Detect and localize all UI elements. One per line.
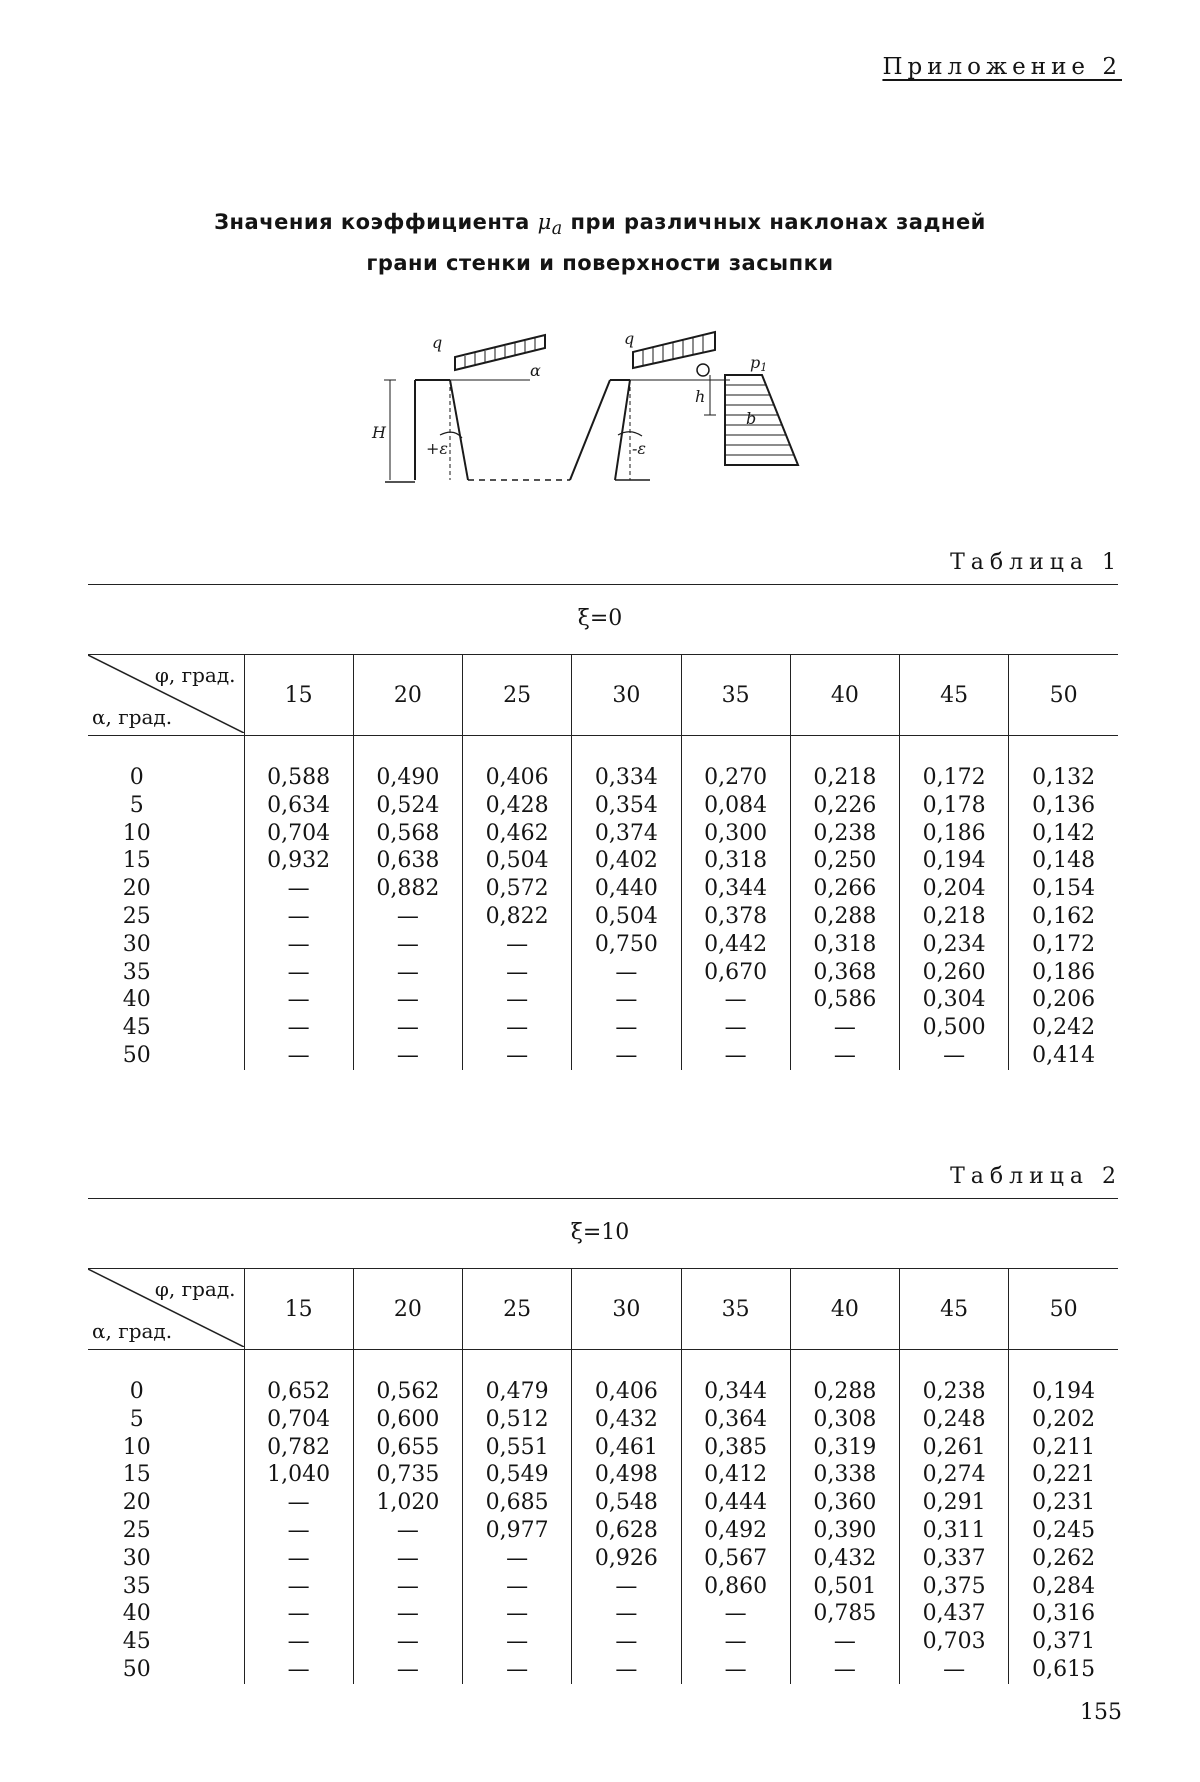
table-cell: 0,524 <box>376 792 440 818</box>
table-cell: 0,204 <box>922 876 986 902</box>
column-header: 25 <box>463 1269 572 1350</box>
table-cell: 0,360 <box>813 1490 877 1516</box>
alpha-column <box>88 1350 244 1684</box>
table-cell: 0,084 <box>704 792 768 818</box>
table1-xi-label: ξ=0 <box>577 606 623 631</box>
table-cell: — <box>396 903 419 929</box>
table-cell: 0,132 <box>1032 765 1096 790</box>
value-column <box>681 736 790 1070</box>
table-cell: — <box>396 1601 419 1627</box>
table-cell: — <box>506 1601 529 1627</box>
retaining-wall-diagram <box>370 330 840 500</box>
table-cell: — <box>396 1629 419 1655</box>
appendix-label: Приложение 2 <box>882 54 1122 80</box>
column-header: 15 <box>244 1269 353 1350</box>
table-cell: 0,368 <box>813 959 877 985</box>
table-cell: 0,588 <box>267 765 331 790</box>
table-cell: 0,572 <box>485 876 549 902</box>
phi-header: φ, град. <box>154 1277 236 1301</box>
table-cell: 0,206 <box>1032 987 1096 1013</box>
value-column <box>1009 1350 1118 1684</box>
table-cell: — <box>615 1656 638 1682</box>
table-cell: — <box>287 931 310 957</box>
table-body-row <box>88 1350 1118 1684</box>
table-cell: — <box>615 1629 638 1655</box>
table-cell: 0,615 <box>1032 1656 1096 1682</box>
table-cell: 0,735 <box>376 1462 440 1488</box>
table-cell: 0,461 <box>594 1434 658 1460</box>
table-cell: 0,492 <box>704 1517 768 1543</box>
table-cell: — <box>506 1015 529 1041</box>
column-header: 25 <box>463 655 572 736</box>
alpha-value: 30 <box>122 1545 151 1571</box>
label-p1: p1 <box>750 353 768 374</box>
table-cell: 0,337 <box>922 1545 986 1571</box>
alpha-column <box>88 736 244 1070</box>
table-cell: 0,549 <box>485 1462 549 1488</box>
table-cell: 0,628 <box>594 1517 658 1543</box>
table-cell: 0,319 <box>813 1434 877 1460</box>
mu-symbol: $\mu_a$ <box>537 210 563 240</box>
table-cell: 0,512 <box>485 1406 549 1432</box>
table-cell: — <box>943 1042 966 1068</box>
page-title <box>0 205 1200 280</box>
table-cell: 0,652 <box>267 1379 331 1404</box>
table-cell: — <box>833 1015 856 1041</box>
table-cell: 0,932 <box>267 848 331 874</box>
title-line-1 <box>0 205 1200 246</box>
value-column <box>572 1350 681 1684</box>
alpha-value: 40 <box>122 987 151 1013</box>
table-cell: — <box>396 1573 419 1599</box>
table-cell: 0,634 <box>267 792 331 818</box>
title-line-2: грани стенки и поверхности засыпки <box>366 251 834 276</box>
table-cell: 0,406 <box>485 765 549 790</box>
table-cell: — <box>506 1042 529 1068</box>
table-cell: — <box>615 959 638 985</box>
table-cell: — <box>724 987 747 1013</box>
table-cell: — <box>287 1601 310 1627</box>
table-cell: 0,462 <box>485 820 549 846</box>
column-header: 30 <box>572 1269 681 1350</box>
table-cell: — <box>287 1015 310 1041</box>
table-cell: — <box>724 1629 747 1655</box>
table-cell: — <box>615 1573 638 1599</box>
pressure-diagram <box>725 375 798 465</box>
table-cell: 0,136 <box>1032 792 1096 818</box>
table-cell: — <box>396 1517 419 1543</box>
table-cell: — <box>287 1656 310 1682</box>
table-cell: 0,432 <box>594 1406 658 1432</box>
value-column <box>900 736 1009 1070</box>
table-cell: — <box>833 1629 856 1655</box>
column-header: 40 <box>790 655 899 736</box>
column-header: 50 <box>1009 655 1118 736</box>
table-cell: — <box>724 1042 747 1068</box>
table-cell: 0,501 <box>813 1573 877 1599</box>
table-cell: 0,670 <box>704 959 768 985</box>
value-column <box>900 1350 1009 1684</box>
label-h: h <box>695 387 706 406</box>
table-cell: 0,334 <box>594 765 658 790</box>
label-q-2: q <box>624 330 635 348</box>
table-cell: 0,318 <box>813 931 877 957</box>
table-cell: 0,186 <box>922 820 986 846</box>
table-cell: 0,562 <box>376 1379 440 1404</box>
table-cell: 0,414 <box>1032 1042 1096 1068</box>
table-cell: — <box>396 1545 419 1571</box>
table-cell: 0,822 <box>485 903 549 929</box>
alpha-value: 50 <box>122 1042 151 1068</box>
value-column <box>681 1350 790 1684</box>
table-cell: 1,040 <box>267 1462 331 1488</box>
table-cell: 0,234 <box>922 931 986 957</box>
table-cell: — <box>506 1545 529 1571</box>
table-cell: 0,586 <box>813 987 877 1013</box>
table-cell: 0,882 <box>376 876 440 902</box>
title-text-a: Значения коэффициента <box>214 210 538 234</box>
table-cell: 0,440 <box>594 876 658 902</box>
header-corner-cell <box>88 1269 244 1350</box>
table-cell: 0,311 <box>922 1517 986 1543</box>
alpha-value: 30 <box>122 931 151 957</box>
table-cell: — <box>506 959 529 985</box>
table-cell: — <box>287 1517 310 1543</box>
table-cell: 0,202 <box>1032 1406 1096 1432</box>
alpha-value: 15 <box>122 1462 151 1488</box>
label-H: H <box>372 423 386 442</box>
table-cell: — <box>396 1042 419 1068</box>
table-cell: — <box>287 903 310 929</box>
table-cell: — <box>506 987 529 1013</box>
value-column <box>1009 736 1118 1070</box>
table-cell: 0,316 <box>1032 1601 1096 1627</box>
label-plus-eps: +ε <box>426 439 448 458</box>
table-cell: 0,704 <box>267 1406 331 1432</box>
table-cell: 0,172 <box>1032 931 1096 957</box>
table-cell: — <box>396 987 419 1013</box>
table-cell: 0,548 <box>594 1490 658 1516</box>
column-header: 45 <box>900 655 1009 736</box>
alpha-value: 50 <box>122 1656 151 1682</box>
table-cell: — <box>287 1573 310 1599</box>
table-cell: 0,142 <box>1032 820 1096 846</box>
table-cell: 0,154 <box>1032 876 1096 902</box>
value-column <box>572 736 681 1070</box>
table-cell: 0,245 <box>1032 1517 1096 1543</box>
alpha-header: α, град. <box>92 705 173 729</box>
table-cell: — <box>615 987 638 1013</box>
table-cell: 0,250 <box>813 848 877 874</box>
table-cell: — <box>396 959 419 985</box>
label-alpha: α <box>530 361 541 380</box>
alpha-value: 20 <box>122 1490 151 1516</box>
table-1 <box>88 654 1118 1070</box>
column-header: 20 <box>353 655 462 736</box>
alpha-value: 45 <box>122 1015 151 1041</box>
table-cell: 0,406 <box>594 1379 658 1404</box>
alpha-value: 0 <box>129 1379 144 1404</box>
value-column <box>790 1350 899 1684</box>
table-cell: — <box>833 1042 856 1068</box>
table-cell: 0,226 <box>813 792 877 818</box>
alpha-header: α, град. <box>92 1319 173 1343</box>
table-cell: 0,782 <box>267 1434 331 1460</box>
alpha-value: 15 <box>122 848 151 874</box>
table-cell: 0,437 <box>922 1601 986 1627</box>
label-minus-eps: -ε <box>632 439 646 458</box>
table-cell: — <box>287 959 310 985</box>
alpha-value: 25 <box>122 903 151 929</box>
value-column <box>244 1350 353 1684</box>
table-cell: — <box>506 1573 529 1599</box>
table-cell: 0,178 <box>922 792 986 818</box>
table-cell: 0,266 <box>813 876 877 902</box>
table-cell: — <box>615 1042 638 1068</box>
table-cell: 0,364 <box>704 1406 768 1432</box>
table-cell: — <box>724 1015 747 1041</box>
table-cell: 0,284 <box>1032 1573 1096 1599</box>
table-cell: 0,375 <box>922 1573 986 1599</box>
table-cell: 0,318 <box>704 848 768 874</box>
table-cell: — <box>287 1042 310 1068</box>
alpha-value: 40 <box>122 1601 151 1627</box>
table-cell: 0,304 <box>922 987 986 1013</box>
alpha-value: 35 <box>122 1573 151 1599</box>
table-cell: 0,374 <box>594 820 658 846</box>
table-body-row <box>88 736 1118 1070</box>
table-cell: 0,432 <box>813 1545 877 1571</box>
header-corner-cell <box>88 655 244 736</box>
table-header-row <box>88 1269 1118 1350</box>
table-cell: 0,568 <box>376 820 440 846</box>
table-cell: — <box>396 1015 419 1041</box>
table-cell: 0,344 <box>704 1379 768 1404</box>
table-cell: 0,242 <box>1032 1015 1096 1041</box>
table-cell: — <box>506 1629 529 1655</box>
table-cell: 0,218 <box>813 765 877 790</box>
column-header: 30 <box>572 655 681 736</box>
table-cell: 0,685 <box>485 1490 549 1516</box>
table2-top-rule <box>88 1198 1118 1199</box>
table1-caption: Таблица 1 <box>950 550 1122 575</box>
table-cell: — <box>943 1656 966 1682</box>
table-cell: — <box>287 1490 310 1516</box>
alpha-value: 20 <box>122 876 151 902</box>
value-column <box>353 736 462 1070</box>
table-cell: 0,231 <box>1032 1490 1096 1516</box>
table-cell: 0,704 <box>267 820 331 846</box>
table-cell: 0,344 <box>704 876 768 902</box>
table-cell: 0,308 <box>813 1406 877 1432</box>
table-cell: 0,371 <box>1032 1629 1096 1655</box>
alpha-value: 0 <box>129 765 144 790</box>
value-column <box>463 736 572 1070</box>
table-cell: 0,504 <box>594 903 658 929</box>
table-cell: 0,504 <box>485 848 549 874</box>
table-cell: 0,148 <box>1032 848 1096 874</box>
table-cell: 0,860 <box>704 1573 768 1599</box>
phi-header: φ, град. <box>154 663 236 687</box>
table-cell: 0,194 <box>922 848 986 874</box>
table-cell: — <box>396 931 419 957</box>
table-cell: 0,238 <box>922 1379 986 1404</box>
table-cell: 0,442 <box>704 931 768 957</box>
table-cell: — <box>506 1656 529 1682</box>
table-cell: — <box>287 876 310 902</box>
table-cell: 0,354 <box>594 792 658 818</box>
column-header: 35 <box>681 1269 790 1350</box>
column-header: 40 <box>790 1269 899 1350</box>
table-cell: 0,248 <box>922 1406 986 1432</box>
alpha-value: 10 <box>122 820 151 846</box>
table-cell: 0,378 <box>704 903 768 929</box>
alpha-value: 25 <box>122 1517 151 1543</box>
table-cell: — <box>724 1601 747 1627</box>
alpha-value: 10 <box>122 1434 151 1460</box>
table-cell: 1,020 <box>376 1490 440 1516</box>
column-header: 15 <box>244 655 353 736</box>
table1-top-rule <box>88 584 1118 585</box>
table-cell: 0,500 <box>922 1015 986 1041</box>
table-cell: 0,750 <box>594 931 658 957</box>
alpha-value: 5 <box>129 1406 144 1432</box>
table-cell: 0,703 <box>922 1629 986 1655</box>
table-cell: 0,172 <box>922 765 986 790</box>
alpha-value: 45 <box>122 1629 151 1655</box>
table-cell: 0,490 <box>376 765 440 790</box>
table-cell: 0,977 <box>485 1517 549 1543</box>
column-header: 35 <box>681 655 790 736</box>
table-cell: 0,274 <box>922 1462 986 1488</box>
table-cell: 0,270 <box>704 765 768 790</box>
table-cell: 0,260 <box>922 959 986 985</box>
table-cell: — <box>396 1656 419 1682</box>
value-column <box>463 1350 572 1684</box>
table-cell: 0,412 <box>704 1462 768 1488</box>
table2-xi-label: ξ=10 <box>570 1220 630 1245</box>
table-cell: 0,218 <box>922 903 986 929</box>
table-cell: 0,655 <box>376 1434 440 1460</box>
column-header: 50 <box>1009 1269 1118 1350</box>
table-cell: — <box>615 1601 638 1627</box>
table-cell: 0,221 <box>1032 1462 1096 1488</box>
table-cell: 0,288 <box>813 1379 877 1404</box>
table-cell: — <box>833 1656 856 1682</box>
table-cell: 0,390 <box>813 1517 877 1543</box>
table-cell: 0,385 <box>704 1434 768 1460</box>
table-cell: 0,338 <box>813 1462 877 1488</box>
table-cell: 0,186 <box>1032 959 1096 985</box>
table-cell: 0,262 <box>1032 1545 1096 1571</box>
table-cell: 0,479 <box>485 1379 549 1404</box>
table-cell: 0,300 <box>704 820 768 846</box>
table-cell: 0,444 <box>704 1490 768 1516</box>
table-cell: 0,291 <box>922 1490 986 1516</box>
value-column <box>790 736 899 1070</box>
table-cell: 0,402 <box>594 848 658 874</box>
value-column <box>353 1350 462 1684</box>
table-cell: 0,194 <box>1032 1379 1096 1404</box>
alpha-value: 35 <box>122 959 151 985</box>
table-cell: 0,785 <box>813 1601 877 1627</box>
table-2 <box>88 1268 1118 1684</box>
page-number: 155 <box>1080 1700 1122 1725</box>
table-cell: — <box>724 1656 747 1682</box>
table-cell: 0,498 <box>594 1462 658 1488</box>
table2-caption: Таблица 2 <box>950 1164 1122 1189</box>
table-cell: 0,638 <box>376 848 440 874</box>
table-cell: 0,551 <box>485 1434 549 1460</box>
table-cell: — <box>506 931 529 957</box>
column-header: 20 <box>353 1269 462 1350</box>
alpha-value: 5 <box>129 792 144 818</box>
label-q: q <box>432 333 443 352</box>
table-cell: 0,428 <box>485 792 549 818</box>
table-cell: — <box>287 1545 310 1571</box>
table-header-row <box>88 655 1118 736</box>
label-b: b <box>746 409 757 428</box>
table-cell: 0,211 <box>1032 1434 1096 1460</box>
table-cell: 0,600 <box>376 1406 440 1432</box>
table-cell: 0,567 <box>704 1545 768 1571</box>
table-cell: 0,238 <box>813 820 877 846</box>
table-cell: 0,288 <box>813 903 877 929</box>
column-header: 45 <box>900 1269 1009 1350</box>
title-text-b: при различных наклонах задней <box>562 210 986 234</box>
table-cell: 0,162 <box>1032 903 1096 929</box>
table-cell: — <box>615 1015 638 1041</box>
value-column <box>244 736 353 1070</box>
table-cell: — <box>287 987 310 1013</box>
table-cell: — <box>287 1629 310 1655</box>
table-cell: 0,926 <box>594 1545 658 1571</box>
table-cell: 0,261 <box>922 1434 986 1460</box>
